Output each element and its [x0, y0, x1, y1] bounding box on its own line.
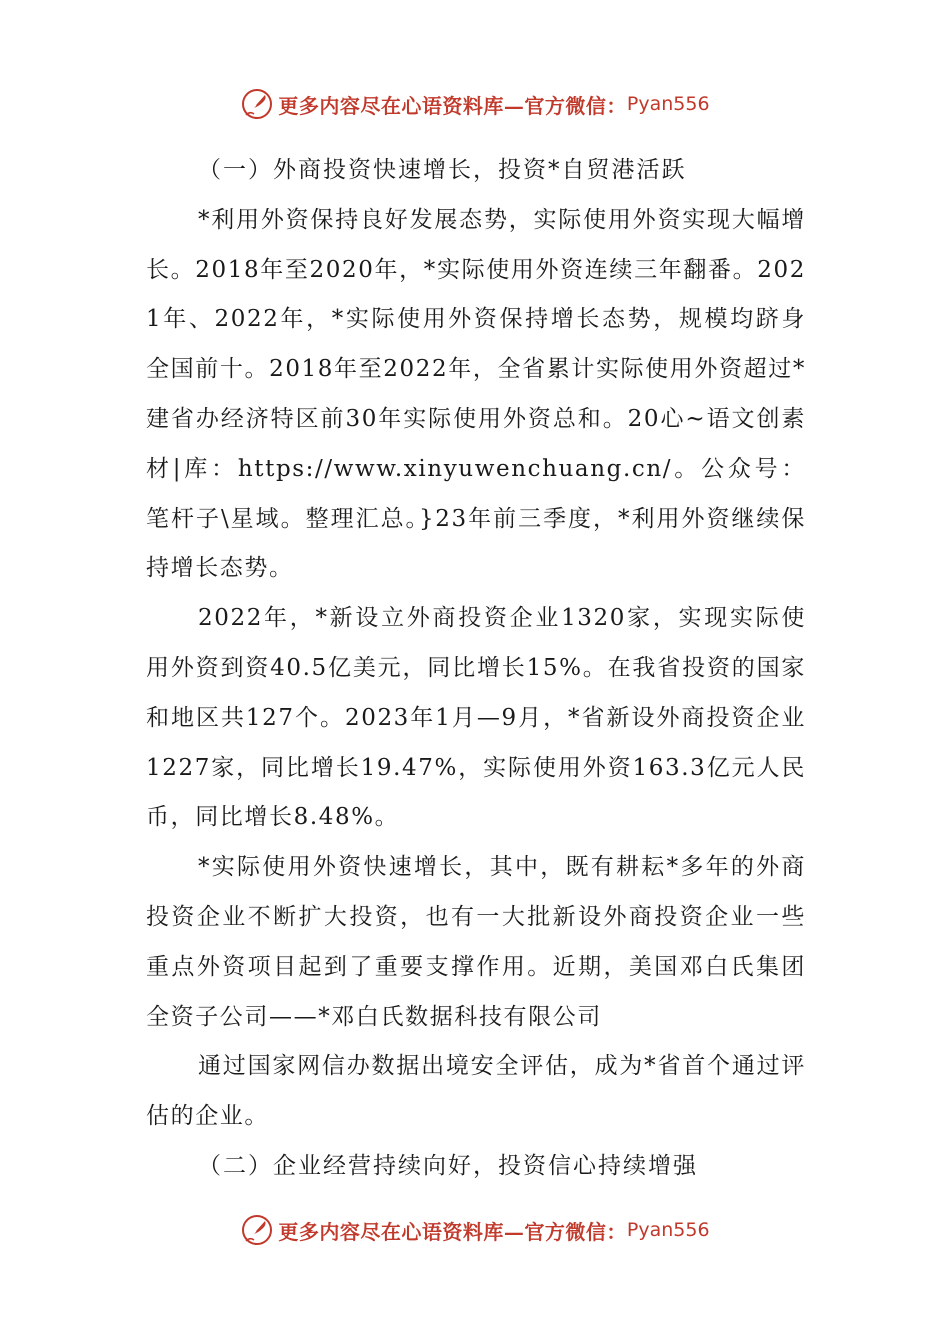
paragraph-1: *利用外资保持良好发展态势，实际使用外资实现大幅增长。2018年至2020年，*实际使用外资连续三年翻番。2021年、2022年，*实际使用外资保持增长态势，规模均跻身全国前十。2018年至2022年，全省累计实际使用外资超过*建省办经济特区前30年实际使用外资总和。20心~语文创素材|库：https://www.xinyuwenchuang.cn/。公众号：笔杆子\星域。整理汇总。}23年前三季度，*利用外资继续保持增长态势。 [146, 206, 806, 582]
section-heading-2: （二）企业经营持续向好，投资信心持续增强 [198, 1152, 698, 1179]
watermark-wechat-id: Pyan556 [626, 93, 710, 115]
quill-pen-logo-icon [240, 1213, 274, 1247]
watermark-main-text: 更多内容尽在心语资料库— [278, 1219, 525, 1244]
section-heading-1: （一）外商投资快速增长，投资*自贸港活跃 [198, 157, 687, 183]
watermark-wechat-label: 官方微信： [524, 1219, 627, 1244]
paragraph-4: 通过国家网信办数据出境安全评估，成为*省首个通过评估的企业。 [146, 1053, 806, 1130]
watermark-wechat-id: Pyan556 [626, 1219, 710, 1241]
document-body [146, 146, 806, 1192]
paragraph-2: 2022年，*新设立外商投资企业1320家，实现实际使用外资到资40.5亿美元，同比增长15%。在我省投资的国家和地区共127个。2023年1月—9月，*省新设外商投资企业1227家，同比增长19.47%，实际使用外资163.3亿元人民币，同比增长8.48%。 [146, 605, 806, 831]
paragraph-3: *实际使用外资快速增长，其中，既有耕耘*多年的外商投资企业不断扩大投资，也有一大批新设外商投资企业一些重点外资项目起到了重要支撑作用。近期，美国邓白氏集团全资子公司——*邓白氏数据科技有限公司 [146, 854, 806, 1030]
watermark-main-text: 更多内容尽在心语资料库— [278, 93, 525, 118]
watermark-banner-bottom [0, 1208, 950, 1252]
watermark-banner-top [0, 82, 950, 126]
quill-pen-logo-icon [240, 87, 274, 121]
watermark-wechat-label: 官方微信： [524, 93, 627, 118]
